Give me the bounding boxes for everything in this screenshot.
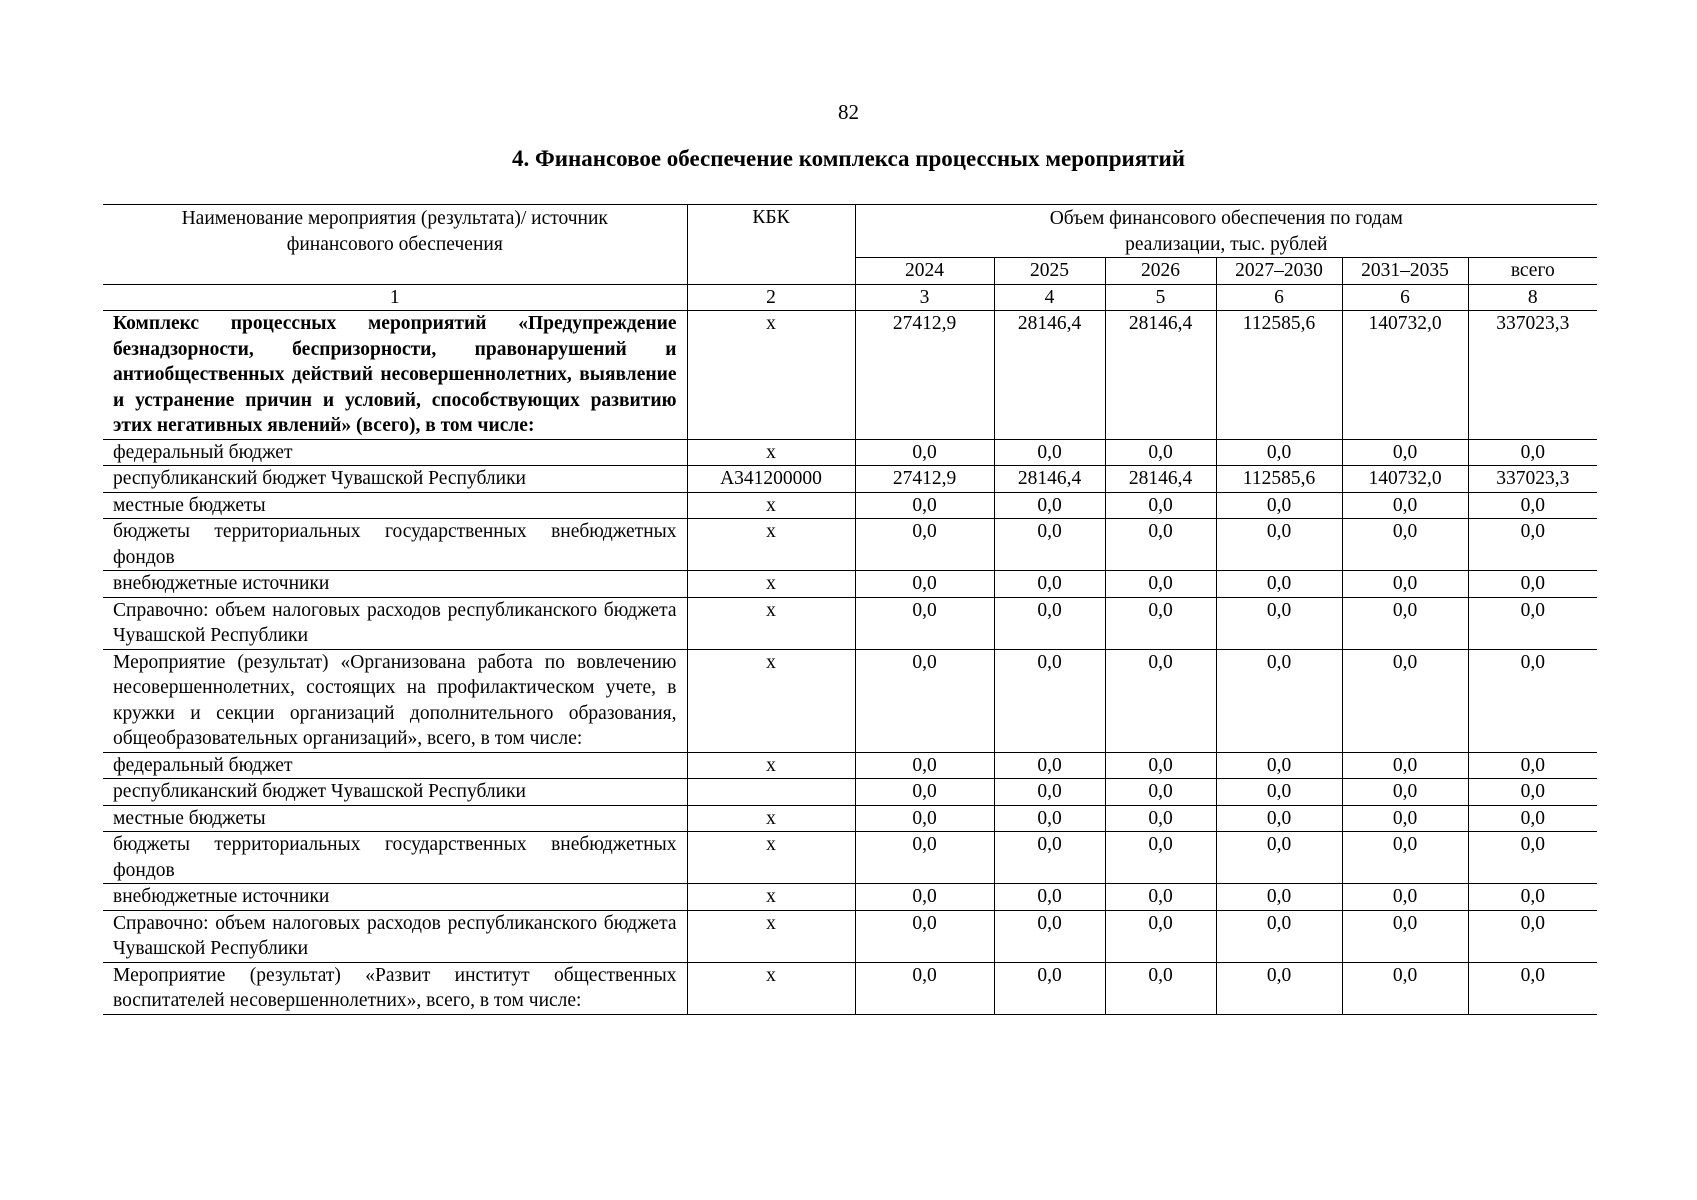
row-value: 0,0 [1105,779,1216,806]
row-value: 0,0 [994,832,1105,884]
table-row [103,439,1597,466]
row-value: 0,0 [1105,571,1216,598]
row-value: 112585,6 [1216,466,1342,493]
col-number: 6 [1216,284,1342,311]
row-value: 27412,9 [855,311,994,440]
row-value: 0,0 [1342,439,1468,466]
row-value: 28146,4 [994,466,1105,493]
row-kbk: х [687,832,855,884]
row-value: 0,0 [994,492,1105,519]
header-year-2025: 2025 [994,258,1105,285]
row-name: местные бюджеты [103,492,687,519]
table-row [103,805,1597,832]
row-kbk: х [687,492,855,519]
col-number: 6 [1342,284,1468,311]
row-value: 0,0 [1105,439,1216,466]
row-name: местные бюджеты [103,805,687,832]
col-number: 4 [994,284,1105,311]
row-value: 0,0 [1105,492,1216,519]
table-row [103,752,1597,779]
header-year-2027-2030: 2027–2030 [1216,258,1342,285]
row-value: 0,0 [1468,439,1597,466]
row-value: 0,0 [855,752,994,779]
row-name: Справочно: объем налоговых расходов республиканского бюджета Чувашской Республики [103,597,687,649]
row-value: 0,0 [1342,752,1468,779]
row-value: 0,0 [1468,571,1597,598]
row-value: 0,0 [1216,571,1342,598]
row-value: 0,0 [1468,910,1597,962]
header-year-2026: 2026 [1105,258,1216,285]
row-value: 0,0 [1216,649,1342,752]
row-kbk: х [687,439,855,466]
row-value: 0,0 [1216,910,1342,962]
row-value: 0,0 [994,571,1105,598]
row-value: 0,0 [994,597,1105,649]
row-value: 0,0 [1105,752,1216,779]
col-number: 1 [103,284,687,311]
col-number: 8 [1468,284,1597,311]
row-kbk: х [687,649,855,752]
row-name: Комплекс процессных мероприятий «Предупреждение безнадзорности, беспризорности, правонарушений и антиобщественных действий несовершеннолетних, выявление и устранение причин и условий, способствующих развитию этих негативных явлений» (всего), в том числе: [103,311,687,440]
table-row [103,492,1597,519]
row-kbk: х [687,910,855,962]
row-value: 0,0 [855,884,994,911]
row-kbk: х [687,597,855,649]
row-value: 0,0 [1105,884,1216,911]
row-value: 0,0 [1468,884,1597,911]
row-value: 0,0 [1342,910,1468,962]
row-value: 0,0 [994,752,1105,779]
row-value: 140732,0 [1342,311,1468,440]
row-kbk: х [687,311,855,440]
row-value: 0,0 [855,779,994,806]
row-value: 0,0 [1105,962,1216,1014]
row-value: 0,0 [855,910,994,962]
row-value: 0,0 [1342,884,1468,911]
row-kbk: А341200000 [687,466,855,493]
row-value: 0,0 [855,962,994,1014]
row-value: 0,0 [1468,805,1597,832]
row-value: 0,0 [1468,519,1597,571]
row-name: Справочно: объем налоговых расходов республиканского бюджета Чувашской Республики [103,910,687,962]
row-value: 0,0 [1105,519,1216,571]
header-year-2031-2035: 2031–2035 [1342,258,1468,285]
row-value: 0,0 [1342,597,1468,649]
row-value: 0,0 [1342,571,1468,598]
header-total: всего [1468,258,1597,285]
row-value: 0,0 [1216,439,1342,466]
row-name: Мероприятие (результат) «Развит институт общественных воспитателей несовершеннолетних», всего, в том числе: [103,962,687,1014]
row-value: 0,0 [1468,597,1597,649]
header-name: Наименование мероприятия (результата)/ источник финансового обеспечения [103,205,687,285]
row-value: 337023,3 [1468,311,1597,440]
financing-table [103,204,1597,1015]
row-value: 0,0 [1105,805,1216,832]
row-name: внебюджетные источники [103,884,687,911]
row-value: 0,0 [855,492,994,519]
row-value: 0,0 [994,884,1105,911]
row-kbk: х [687,519,855,571]
row-value: 0,0 [1216,779,1342,806]
row-value: 0,0 [1216,884,1342,911]
row-value: 0,0 [855,597,994,649]
row-name: внебюджетные источники [103,571,687,598]
row-value: 0,0 [855,519,994,571]
row-value: 0,0 [1342,805,1468,832]
row-value: 0,0 [1216,962,1342,1014]
row-name: Мероприятие (результат) «Организована работа по вовлечению несовершеннолетних, состоящих на профилактическом учете, в кружки и секции организаций дополнительного образования, общеобразовательных организаций», всего, в том числе: [103,649,687,752]
row-kbk: х [687,962,855,1014]
row-value: 0,0 [994,805,1105,832]
row-value: 0,0 [994,779,1105,806]
row-value: 0,0 [855,805,994,832]
row-kbk: х [687,752,855,779]
row-name: республиканский бюджет Чувашской Республики [103,466,687,493]
row-value: 0,0 [1105,597,1216,649]
row-value: 0,0 [1105,832,1216,884]
table-row [103,832,1597,884]
row-kbk [687,779,855,806]
row-value: 0,0 [994,910,1105,962]
row-value: 0,0 [1216,805,1342,832]
row-value: 0,0 [1468,962,1597,1014]
row-value: 337023,3 [1468,466,1597,493]
row-value: 0,0 [1468,779,1597,806]
col-number: 3 [855,284,994,311]
row-name: бюджеты территориальных государственных внебюджетных фондов [103,832,687,884]
row-name: федеральный бюджет [103,439,687,466]
row-value: 28146,4 [994,311,1105,440]
header-year-2024: 2024 [855,258,994,285]
row-value: 0,0 [1468,832,1597,884]
row-value: 0,0 [1216,597,1342,649]
row-name: бюджеты территориальных государственных внебюджетных фондов [103,519,687,571]
row-value: 0,0 [1216,492,1342,519]
row-value: 0,0 [1342,492,1468,519]
row-value: 0,0 [855,439,994,466]
row-kbk: х [687,805,855,832]
table-row [103,597,1597,649]
table-row [103,466,1597,493]
row-value: 0,0 [1105,649,1216,752]
col-number: 2 [687,284,855,311]
row-value: 0,0 [994,649,1105,752]
row-value: 0,0 [855,649,994,752]
row-name: федеральный бюджет [103,752,687,779]
row-value: 0,0 [1468,752,1597,779]
row-value: 0,0 [994,962,1105,1014]
table-row [103,884,1597,911]
row-value: 0,0 [1216,752,1342,779]
row-value: 0,0 [1342,649,1468,752]
table-row [103,779,1597,806]
header-kbk: КБК [687,205,855,285]
row-value: 0,0 [1468,649,1597,752]
row-value: 0,0 [855,571,994,598]
table-row [103,962,1597,1014]
page-title: 4. Финансовое обеспечение комплекса процессных мероприятий [511,146,1186,171]
row-value: 28146,4 [1105,466,1216,493]
header-volume: Объем финансового обеспечения по годам реализации, тыс. рублей [855,205,1597,258]
row-kbk: х [687,571,855,598]
row-value: 0,0 [994,519,1105,571]
row-value: 0,0 [1342,779,1468,806]
row-value: 140732,0 [1342,466,1468,493]
row-value: 0,0 [1105,910,1216,962]
table-row [103,649,1597,752]
row-value: 0,0 [1342,519,1468,571]
row-value: 27412,9 [855,466,994,493]
page-number: 82 [838,100,859,124]
table-row [103,910,1597,962]
row-value: 0,0 [855,832,994,884]
row-value: 112585,6 [1216,311,1342,440]
row-value: 0,0 [1342,962,1468,1014]
col-number: 5 [1105,284,1216,311]
row-kbk: х [687,884,855,911]
row-value: 0,0 [994,439,1105,466]
table-row [103,311,1597,440]
row-value: 28146,4 [1105,311,1216,440]
row-value: 0,0 [1216,519,1342,571]
table-row [103,519,1597,571]
row-value: 0,0 [1342,832,1468,884]
row-name: республиканский бюджет Чувашской Республики [103,779,687,806]
row-value: 0,0 [1216,832,1342,884]
table-row [103,571,1597,598]
row-value: 0,0 [1468,492,1597,519]
